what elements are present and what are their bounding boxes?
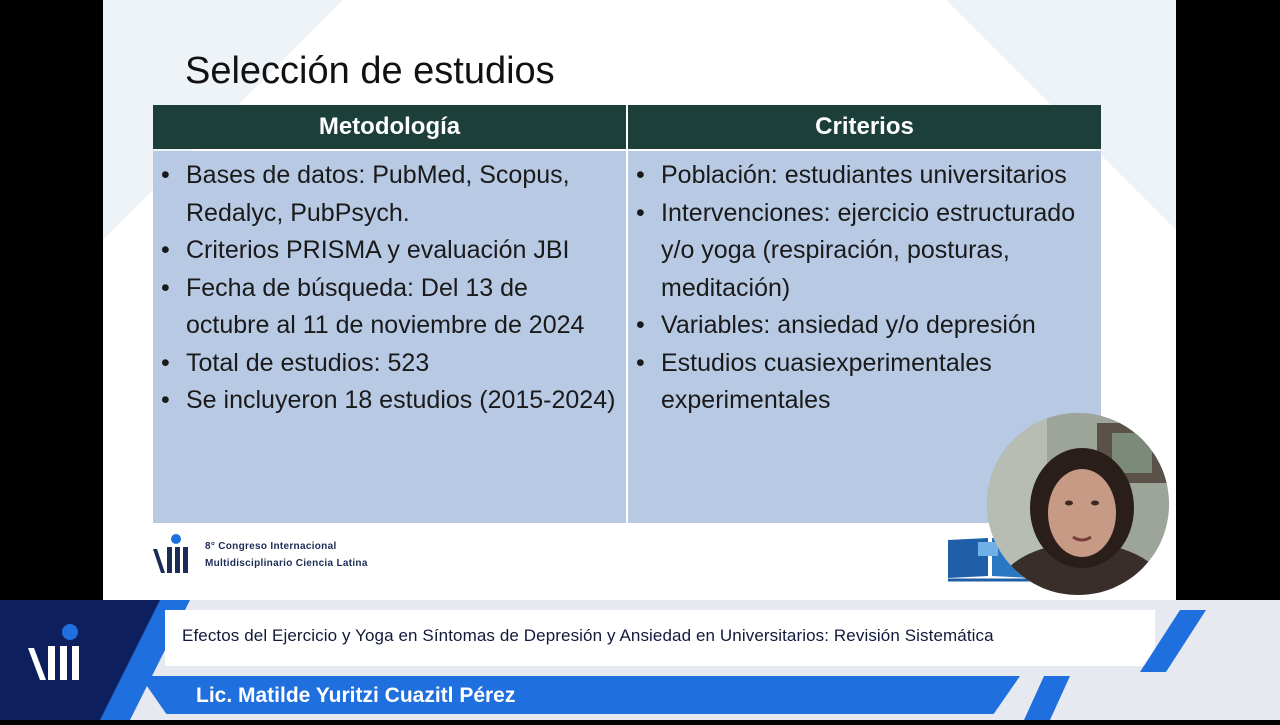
methodology-item: • Total de estudios: 523 xyxy=(161,345,618,383)
table-header-methodology: Metodología xyxy=(153,105,626,149)
criteria-item: • Variables: ansiedad y/o depresión xyxy=(636,307,1093,345)
selection-table xyxy=(153,105,1101,523)
methodology-item: • Bases de datos: PubMed, Scopus, Redalyc, PubPsych. xyxy=(161,157,618,232)
criteria-list xyxy=(628,151,1101,420)
methodology-item: • Se incluyeron 18 estudios (2015-2024) xyxy=(161,382,618,420)
lower-third-accent-stripe xyxy=(1020,676,1080,720)
presenter-webcam xyxy=(987,413,1169,595)
viii-logo-icon xyxy=(151,533,195,577)
presentation-title: Efectos del Ejercicio y Yoga en Síntomas de Depresión y Ansiedad en Universitarios: Revisión Sistemática xyxy=(182,626,994,645)
table-header-criteria: Criterios xyxy=(628,105,1101,149)
lower-third-accent-stripe xyxy=(1130,606,1220,676)
presenter-name: Lic. Matilde Yuritzi Cuazitl Pérez xyxy=(196,684,516,707)
criteria-item: • Intervenciones: ejercicio estructurado y/o yoga (respiración, posturas, meditación) xyxy=(636,195,1093,308)
criteria-item: • Población: estudiantes universitarios xyxy=(636,157,1093,195)
congress-line-1: 8° Congreso Internacional xyxy=(205,541,337,552)
methodology-item: • Fecha de búsqueda: Del 13 de octubre al 11 de noviembre de 2024 xyxy=(161,270,618,345)
congress-name xyxy=(205,538,368,572)
methodology-item: • Criterios PRISMA y evaluación JBI xyxy=(161,232,618,270)
congress-line-2: Multidisciplinario Ciencia Latina xyxy=(205,558,368,569)
methodology-cell xyxy=(153,151,626,523)
slide-title: Selección de estudios xyxy=(185,50,555,92)
criteria-item: • Estudios cuasiexperimentales experimentales xyxy=(636,345,1093,420)
congress-logo-area xyxy=(151,532,368,578)
methodology-list xyxy=(153,151,626,420)
